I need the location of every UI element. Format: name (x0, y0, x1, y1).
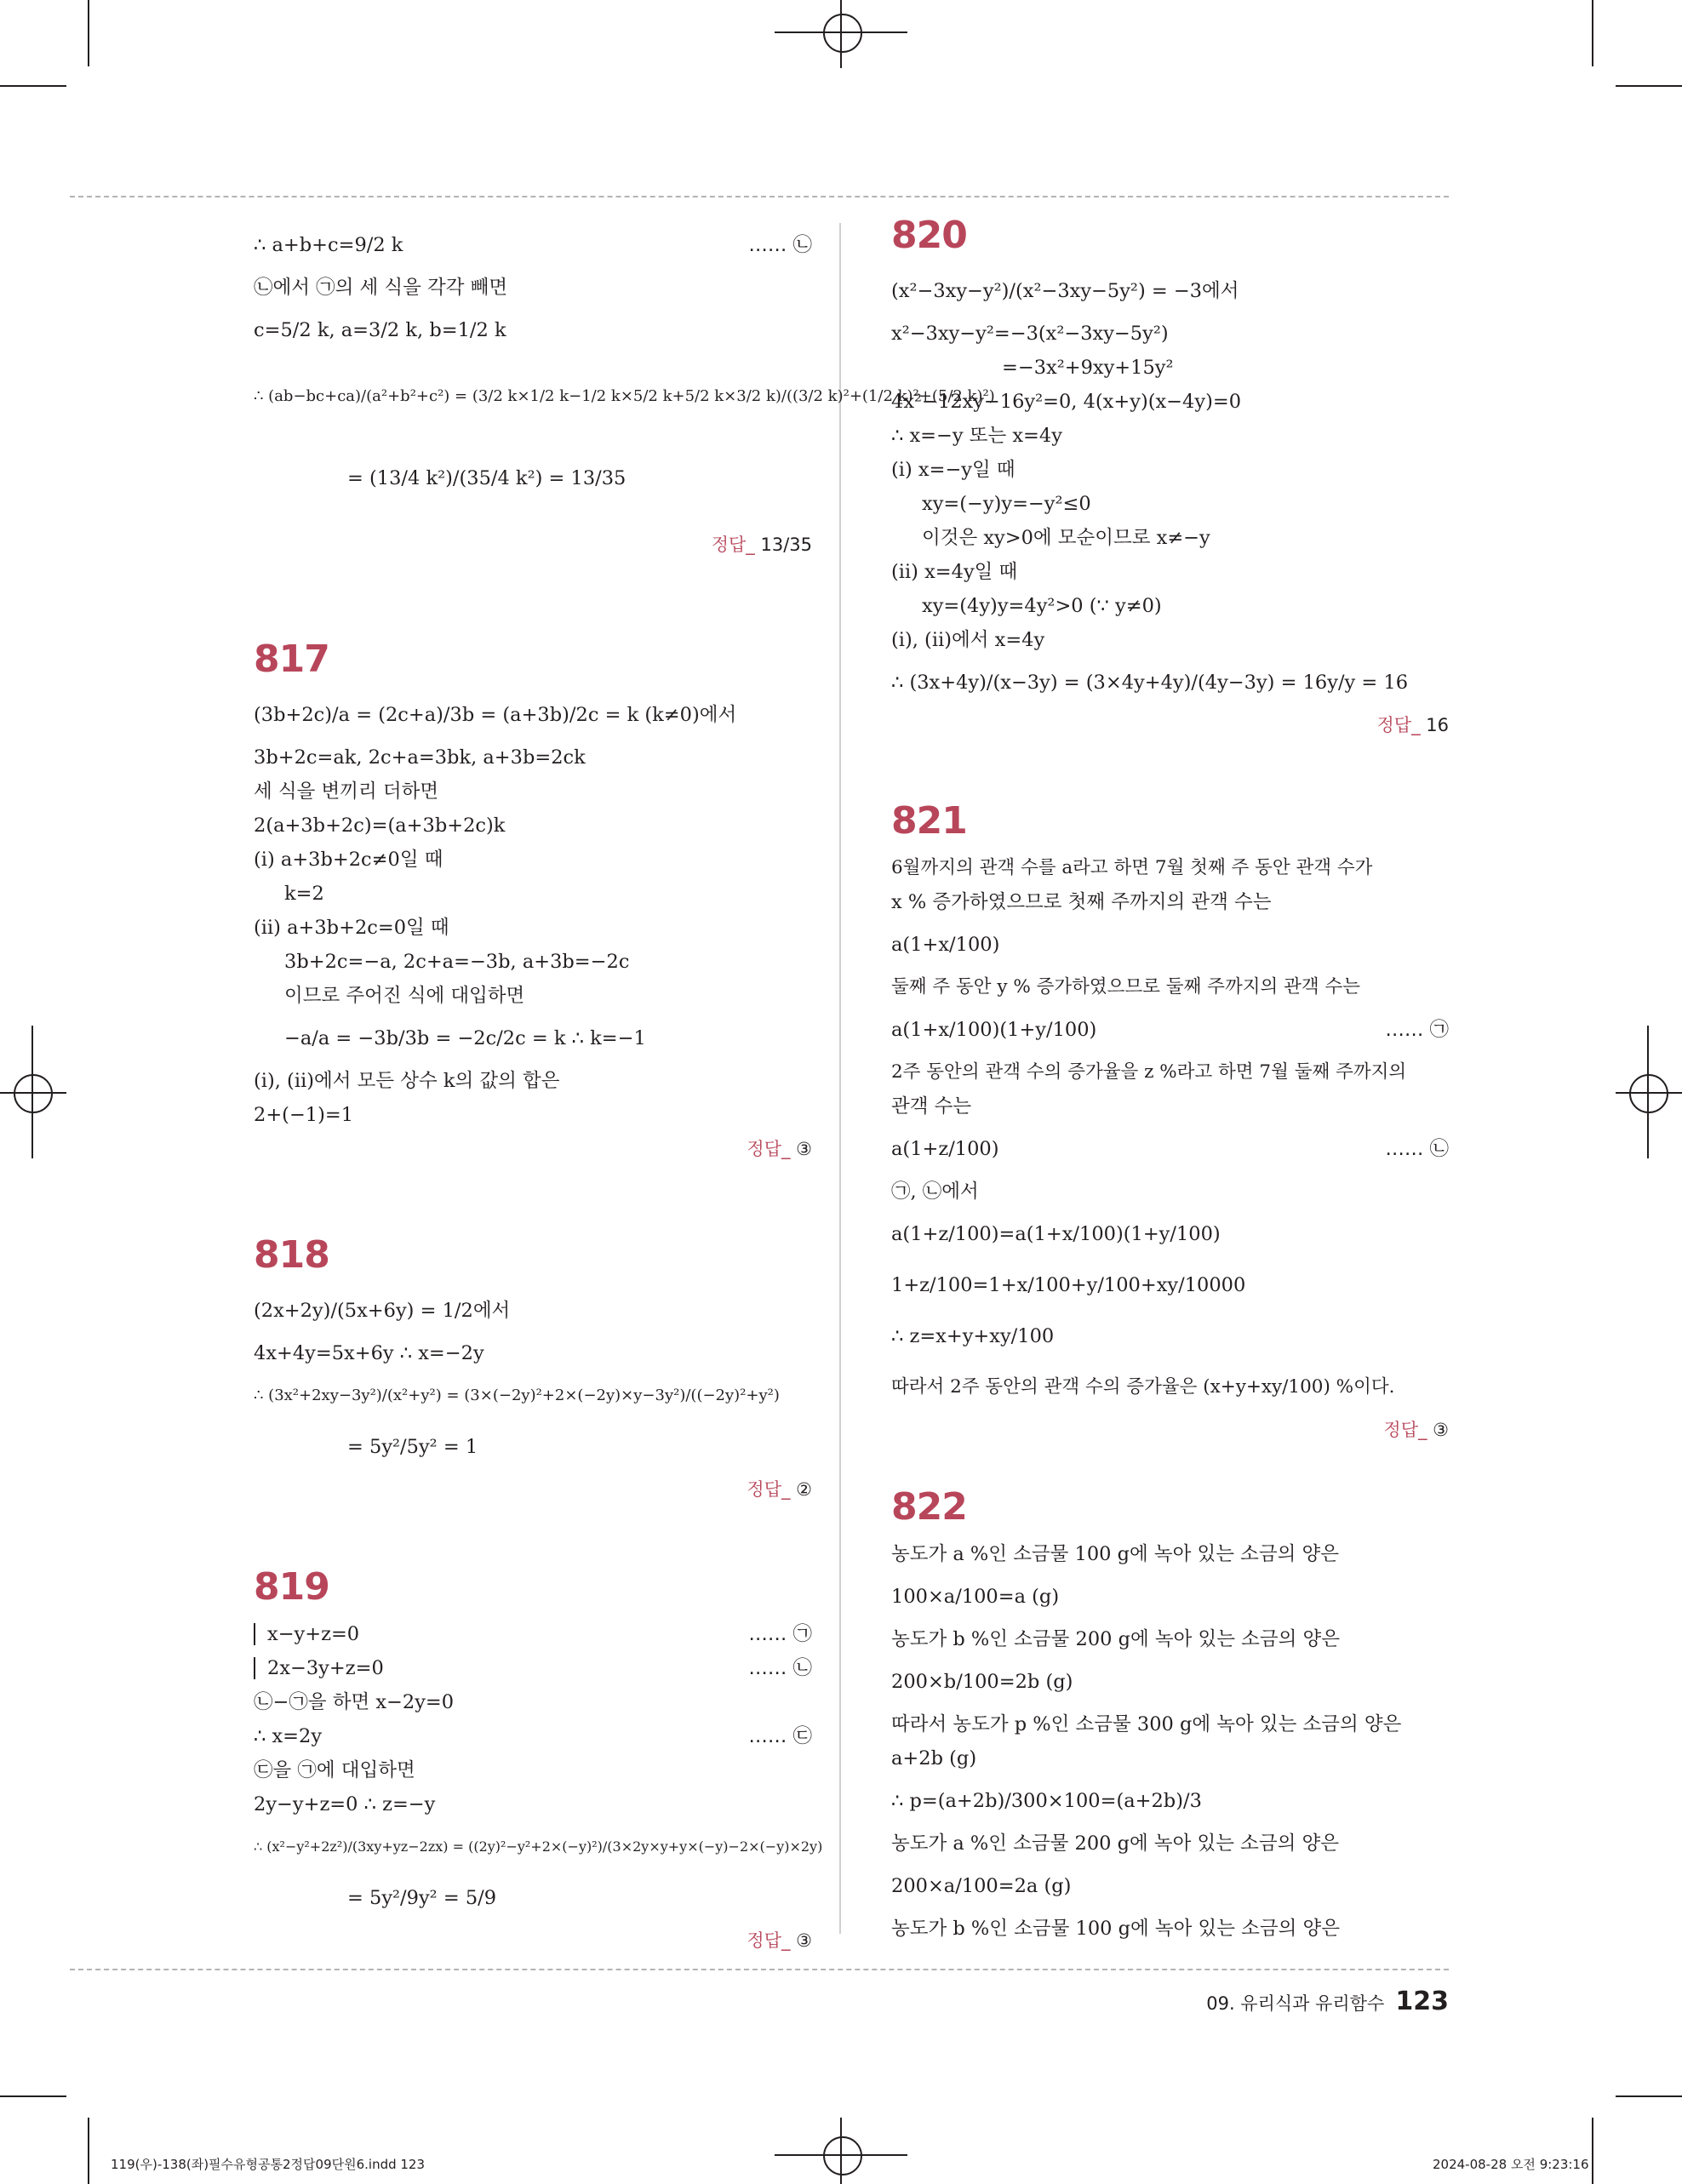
crop-mark (0, 2095, 66, 2097)
chapter-title: 09. 유리식과 유리함수 (1206, 1993, 1385, 2014)
solution-line: 둘째 주 동안 y % 증가하였으므로 둘째 주까지의 관객 수는 (891, 976, 1361, 998)
solution-line: k=2 (284, 883, 324, 905)
solution-line: ∴ (3x+4y)/(x−3y) = (3×4y+4y)/(4y−3y) = 16y/y = 16 (891, 672, 1409, 694)
equation-marker: …… ㉡ (1385, 1138, 1449, 1160)
answer-label: 정답_ (711, 535, 755, 555)
solution-line: (ⅰ), (ⅱ)에서 모든 상수 k의 값의 합은 (254, 1070, 560, 1092)
problem-820 (891, 206, 1449, 742)
answer-line (891, 708, 1449, 742)
equation-marker: …… ㉠ (1385, 1019, 1449, 1041)
solution-line: ∴ a+b+c=9/2 k …… ㉡ (254, 220, 812, 271)
solution-line: a(1+z/100) …… ㉡ (891, 1123, 1449, 1175)
solution-line: (ⅱ) a+3b+2c=0일 때 (254, 917, 449, 939)
solution-line: =−3x²+9xy+15y² (1002, 357, 1174, 379)
equation-marker: …… ㉡ (748, 234, 812, 256)
crop-mark (88, 0, 89, 66)
answer-value: 13/35 (760, 535, 812, 555)
problem-818 (254, 1226, 812, 1507)
solution-line: ㉡에서 ㉠의 세 식을 각각 빼면 (254, 277, 508, 299)
equation-marker: …… ㉡ (748, 1657, 812, 1679)
solution-line: a(1+z/100)=a(1+x/100)(1+y/100) (891, 1223, 1221, 1245)
answer-label: 정답_ (747, 1479, 791, 1500)
answer-value: ③ (796, 1139, 812, 1159)
problem-817 (254, 630, 812, 1166)
solution-line: 세 식을 변끼리 더하면 (254, 780, 439, 803)
solution-line: xy=(4y)y=4y²>0 (∵ y≠0) (922, 595, 1162, 617)
solution-line: = 5y²/5y² = 1 (347, 1436, 478, 1458)
solution-line: x−y+z=0 …… ㉠ (254, 1617, 812, 1651)
solution-line: 4x+4y=5x+6y ∴ x=−2y (254, 1342, 484, 1364)
equation-marker: …… ㉠ (748, 1623, 812, 1645)
crop-mark (1616, 85, 1682, 87)
answer-label: 정답_ (747, 1930, 791, 1951)
solution-line: 1+z/100=1+x/100+y/100+xy/10000 (891, 1274, 1246, 1296)
problem-number: 822 (891, 1485, 967, 1529)
solution-line: 2x−3y+z=0 …… ㉡ (254, 1651, 812, 1685)
answer-value: 16 (1426, 715, 1449, 735)
solution-line: (3b+2c)/a = (2c+a)/3b = (a+3b)/2c = k (k≠0)에서 (254, 704, 737, 726)
solution-line: 이것은 xy>0에 모순이므로 x≠−y (922, 527, 1210, 549)
solution-line: (ⅰ), (ⅱ)에서 x=4y (891, 629, 1045, 651)
problem-819 (254, 1558, 823, 1958)
solution-line: ∴ p=(a+2b)/300×100=(a+2b)/3 (891, 1790, 1202, 1812)
print-slug-file: 119(우)-138(좌)필수유형공통2정답09단원6.indd 123 (111, 2157, 426, 2172)
solution-line: 2주 동안의 관객 수의 증가율을 z %라고 하면 7월 둘째 주까지의 (891, 1061, 1407, 1083)
problem-number: 821 (891, 799, 967, 843)
solution-line: 4x²−12xy−16y²=0, 4(x+y)(x−4y)=0 (891, 391, 1242, 413)
answer-line (254, 1472, 812, 1507)
bottom-dashed-rule (70, 1969, 1449, 1970)
solution-line: (ⅱ) x=4y일 때 (891, 561, 1018, 583)
answer-line (254, 1924, 812, 1958)
solution-line: a(1+x/100) (891, 934, 1000, 956)
solution-line: 2(a+3b+2c)=(a+3b+2c)k (254, 815, 506, 837)
solution-line: −a/a = −3b/3b = −2c/2c = k ∴ k=−1 (284, 1027, 646, 1049)
solution-line: 2+(−1)=1 (254, 1104, 354, 1126)
solution-line: ㉠, ㉡에서 (891, 1181, 979, 1203)
solution-line: ㉡−㉠을 하면 x−2y=0 (254, 1691, 455, 1713)
solution-line: ∴ x=2y …… ㉢ (254, 1719, 812, 1753)
solution-line: ㉢을 ㉠에 대입하면 (254, 1759, 415, 1781)
problem-822 (891, 1478, 1449, 1946)
solution-line: x²−3xy−y²=−3(x²−3xy−5y²) (891, 323, 1169, 345)
equation-marker: …… ㉢ (748, 1725, 812, 1747)
solution-line: a+2b (g) (891, 1747, 977, 1769)
page-number: 123 (1395, 1987, 1449, 2016)
solution-line: 관객 수는 (891, 1095, 972, 1118)
answer-label: 정답_ (1383, 1420, 1427, 1440)
solution-line: (ⅰ) a+3b+2c≠0일 때 (254, 849, 443, 871)
solution-line: 따라서 2주 동안의 관객 수의 증가율은 (x+y+xy/100) %이다. (891, 1376, 1395, 1398)
right-column (891, 206, 1449, 1946)
answer-value: ③ (1433, 1420, 1449, 1440)
answer-label: 정답_ (1376, 715, 1421, 735)
solution-line: = 5y²/9y² = 5/9 (347, 1887, 497, 1909)
crop-mark (1616, 2095, 1682, 2097)
solution-line: 농도가 a %인 소금물 200 g에 녹아 있는 소금의 양은 (891, 1832, 1340, 1855)
solution-line: 2y−y+z=0 ∴ z=−y (254, 1793, 436, 1815)
solution-line: x % 증가하였으므로 첫째 주까지의 관객 수는 (891, 891, 1272, 913)
solution-line: 3b+2c=−a, 2c+a=−3b, a+3b=−2c (284, 951, 630, 973)
crop-mark (0, 85, 66, 87)
answer-label: 정답_ (747, 1139, 791, 1159)
solution-line: 200×a/100=2a (g) (891, 1875, 1072, 1897)
solution-line: xy=(−y)y=−y²≤0 (922, 493, 1091, 515)
problem-number: 817 (254, 637, 329, 681)
top-dashed-rule (70, 196, 1449, 197)
problem-number: 818 (254, 1233, 329, 1277)
solution-line: ∴ (ab−bc+ca)/(a²+b²+c²) = (3/2 k×1/2 k−1/2 k×5/2 k+5/2 k×3/2 k)/((3/2 k)²+(1/2 k)²+(5/2 k)²) (254, 387, 995, 405)
crop-mark (88, 2118, 89, 2184)
answer-value: ② (796, 1479, 812, 1500)
solution-line: (2x+2y)/(5x+6y) = 1/2에서 (254, 1300, 511, 1322)
solution-line: 6월까지의 관객 수를 a라고 하면 7월 첫째 주 동안 관객 수가 (891, 857, 1373, 878)
problem-number: 819 (254, 1565, 329, 1609)
problem-number: 820 (891, 214, 967, 257)
page-footer (1206, 1983, 1449, 2021)
solution-line: c=5/2 k, a=3/2 k, b=1/2 k (254, 319, 506, 341)
print-slug-date: 2024-08-28 오전 9:23:16 (1433, 2157, 1589, 2172)
solution-line: 따라서 농도가 p %인 소금물 300 g에 녹아 있는 소금의 양은 (891, 1713, 1402, 1735)
solution-line: a(1+x/100)(1+y/100) …… ㉠ (891, 1004, 1449, 1055)
solution-line: (x²−3xy−y²)/(x²−3xy−5y²) = −3에서 (891, 280, 1239, 302)
problem-821 (891, 792, 1449, 1447)
solution-line: 농도가 b %인 소금물 100 g에 녹아 있는 소금의 양은 (891, 1918, 1340, 1940)
solution-line: 100×a/100=a (g) (891, 1586, 1060, 1608)
solution-line: ∴ (3x²+2xy−3y²)/(x²+y²) = (3×(−2y)²+2×(−2y)×y−3y²)/((−2y)²+y²) (254, 1386, 780, 1404)
column-divider (839, 223, 841, 1934)
answer-line (891, 1413, 1449, 1447)
solution-line: ∴ z=x+y+xy/100 (891, 1325, 1055, 1347)
answer-line (254, 519, 812, 570)
crop-mark (1592, 2118, 1593, 2184)
solution-line: 농도가 a %인 소금물 100 g에 녹아 있는 소금의 양은 (891, 1543, 1340, 1565)
answer-value: ③ (796, 1930, 812, 1951)
solution-line: 농도가 b %인 소금물 200 g에 녹아 있는 소금의 양은 (891, 1628, 1340, 1650)
solution-line: (ⅰ) x=−y일 때 (891, 459, 1015, 481)
solution-line: = (13/4 k²)/(35/4 k²) = 13/35 (347, 467, 626, 489)
crop-mark (1592, 0, 1593, 66)
solution-line: ∴ x=−y 또는 x=4y (891, 425, 1062, 447)
solution-line: 200×b/100=2b (g) (891, 1671, 1073, 1693)
solution-line: 3b+2c=ak, 2c+a=3bk, a+3b=2ck (254, 746, 586, 769)
solution-line: ∴ (x²−y²+2z²)/(3xy+yz−2zx) = ((2y)²−y²+2×(−y)²)/(3×2y×y+y×(−y)−2×(−y)×2y) (254, 1838, 823, 1855)
answer-line (254, 1132, 812, 1166)
solution-line: 이므로 주어진 식에 대입하면 (284, 985, 525, 1007)
